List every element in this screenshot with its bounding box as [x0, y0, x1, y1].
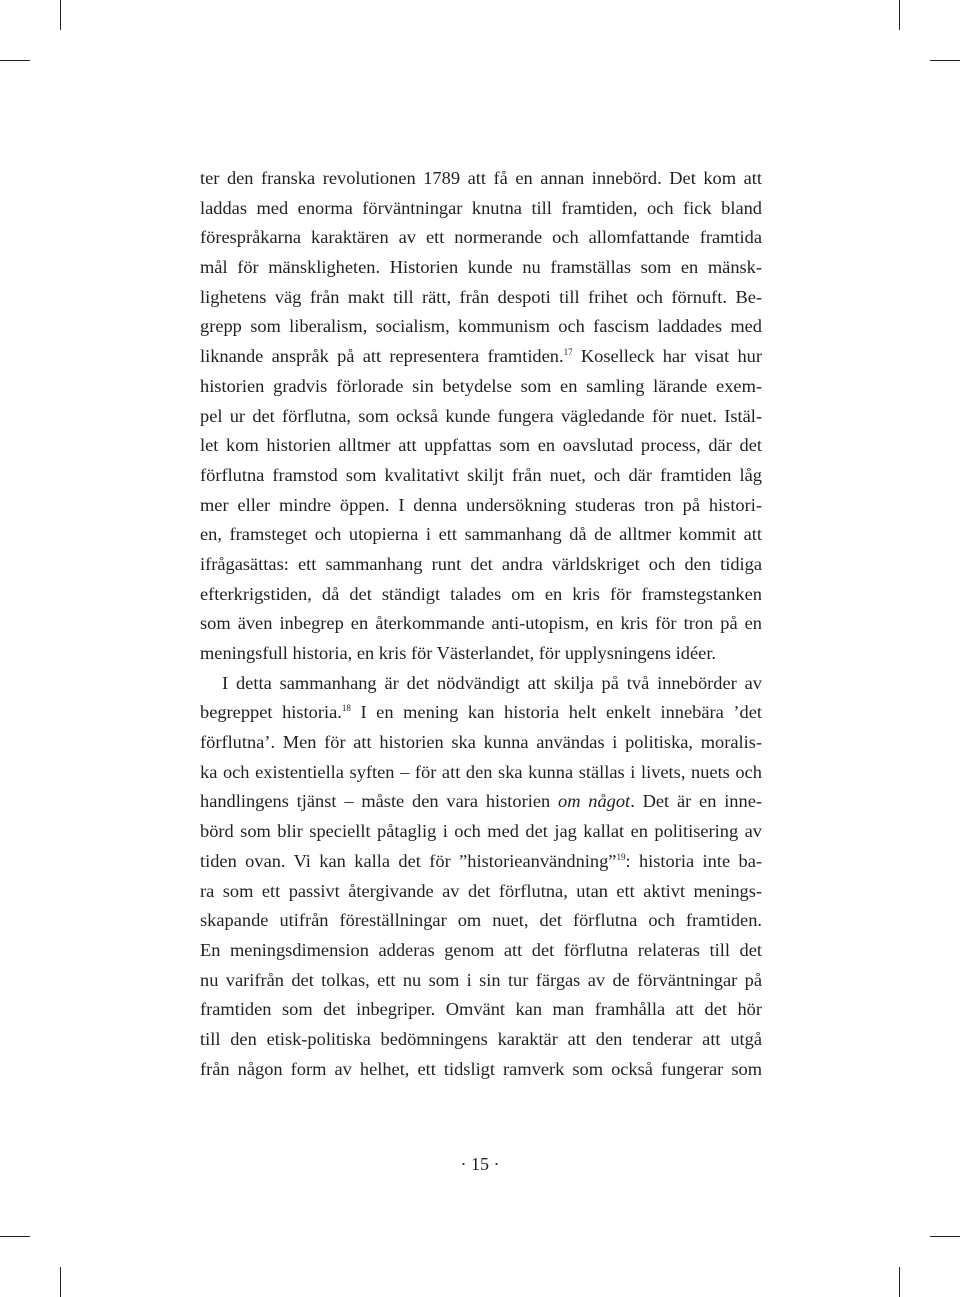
- crop-mark-top-left-vertical: [60, 0, 61, 30]
- text-line: en, framsteget och utopierna i ett sammanhang då de alltmer kommit att: [200, 524, 762, 545]
- footnote-marker: 17: [563, 347, 573, 358]
- crop-mark-top-right-vertical: [899, 0, 900, 30]
- text-line: förflutna’. Men för att historien ska kunna användas i politiska, moralis-: [200, 732, 762, 753]
- text-line: framtiden som det inbegriper. Omvänt kan man framhålla att det hör: [200, 999, 762, 1020]
- text-line: [200, 342, 762, 372]
- page-number: · 15 ·: [460, 1154, 500, 1174]
- text-line: I detta sammanhang är det nödvändigt att skilja på två innebörder av: [222, 672, 762, 693]
- text-segment: Koselleck har visat hur: [572, 346, 762, 367]
- text-line: lighetens väg från makt till rätt, från despoti till frihet och förnuft. Be-: [200, 286, 762, 307]
- text-line: [200, 698, 762, 728]
- crop-mark-top-right-horizontal: [930, 60, 960, 61]
- text-line: ter den franska revolutionen 1789 att få en annan innebörd. Det kom att: [200, 168, 762, 188]
- text-segment: : historia inte ba-: [625, 850, 762, 871]
- body-text: [200, 164, 762, 1084]
- text-line: En meningsdimension adderas genom att det förflutna relateras till det: [200, 939, 762, 960]
- text-line: grepp som liberalism, socialism, kommunism och fascism laddades med: [200, 316, 762, 337]
- crop-mark-top-left-horizontal: [0, 60, 30, 61]
- text-line: pel ur det förflutna, som också kunde fungera vägledande för nuet. Istäl-: [200, 405, 762, 426]
- paragraph-2: [200, 669, 762, 1085]
- text-line: meningsfull historia, en kris för Västerlandet, för upplysningens idéer.: [200, 643, 717, 663]
- text-line: mål för mänskligheten. Historien kunde nu framställas som en mänsk-: [200, 257, 762, 278]
- text-segment: tiden ovan. Vi kan kalla det för ”historieanvändning”: [200, 850, 617, 871]
- text-line: som även inbegrep en återkommande anti-utopism, en kris för tron på en: [200, 613, 762, 634]
- text-line: från någon form av helhet, ett tidsligt ramverk som också fungerar som: [200, 1058, 762, 1079]
- text-line: mer eller mindre öppen. I denna undersökning studeras tron på histori-: [200, 494, 762, 515]
- text-segment: handlingens tjänst – måste den vara historien: [200, 791, 558, 812]
- text-line: historien gradvis förlorade sin betydelse som en samling lärande exem-: [200, 375, 762, 396]
- crop-mark-bottom-left-vertical: [60, 1267, 61, 1297]
- paragraph-1: [200, 164, 762, 669]
- footnote-marker: 18: [341, 703, 351, 714]
- text-line: förflutna framstod som kvalitativt skiljt från nuet, och där framtiden låg: [200, 464, 762, 485]
- text-line: [200, 847, 762, 877]
- crop-mark-bottom-right-horizontal: [930, 1236, 960, 1237]
- text-segment: liknande anspråk på att representera framtiden.: [200, 346, 564, 367]
- text-line: let kom historien alltmer att uppfattas som en oavslutad process, där det: [200, 435, 762, 456]
- footnote-marker: 19: [616, 851, 626, 862]
- text-line: [200, 787, 762, 817]
- text-segment: I en mening kan historia helt enkelt innebära ’det: [350, 702, 762, 723]
- crop-mark-bottom-right-vertical: [899, 1267, 900, 1297]
- italic-text: om något: [558, 791, 631, 812]
- text-line: nu varifrån det tolkas, ett nu som i sin tur färgas av de förväntningar på: [200, 969, 762, 990]
- text-line: ra som ett passivt återgivande av det förflutna, utan ett aktivt menings-: [200, 880, 762, 901]
- text-line: laddas med enorma förväntningar knutna till framtiden, och fick bland: [200, 197, 762, 218]
- text-line: till den etisk-politiska bedömningens karaktär att den tenderar att utgå: [200, 1028, 762, 1049]
- text-line: efterkrigstiden, då det ständigt talades om en kris för framstegstanken: [200, 583, 762, 604]
- crop-mark-bottom-left-horizontal: [0, 1236, 30, 1237]
- text-line: börd som blir speciellt påtaglig i och med det jag kallat en politisering av: [200, 821, 762, 842]
- text-line: ifrågasättas: ett sammanhang runt det andra världskriget och den tidiga: [200, 553, 762, 574]
- text-line: ka och existentiella syften – för att den ska kunna ställas i livets, nuets och: [200, 761, 762, 782]
- text-segment: begreppet historia.: [200, 702, 342, 723]
- text-line: skapande utifrån föreställningar om nuet, det förflutna och framtiden.: [200, 910, 762, 931]
- text-segment: . Det är en inne-: [630, 791, 762, 812]
- text-line: förespråkarna karaktären av ett normerande och allomfattande framtida: [200, 227, 762, 248]
